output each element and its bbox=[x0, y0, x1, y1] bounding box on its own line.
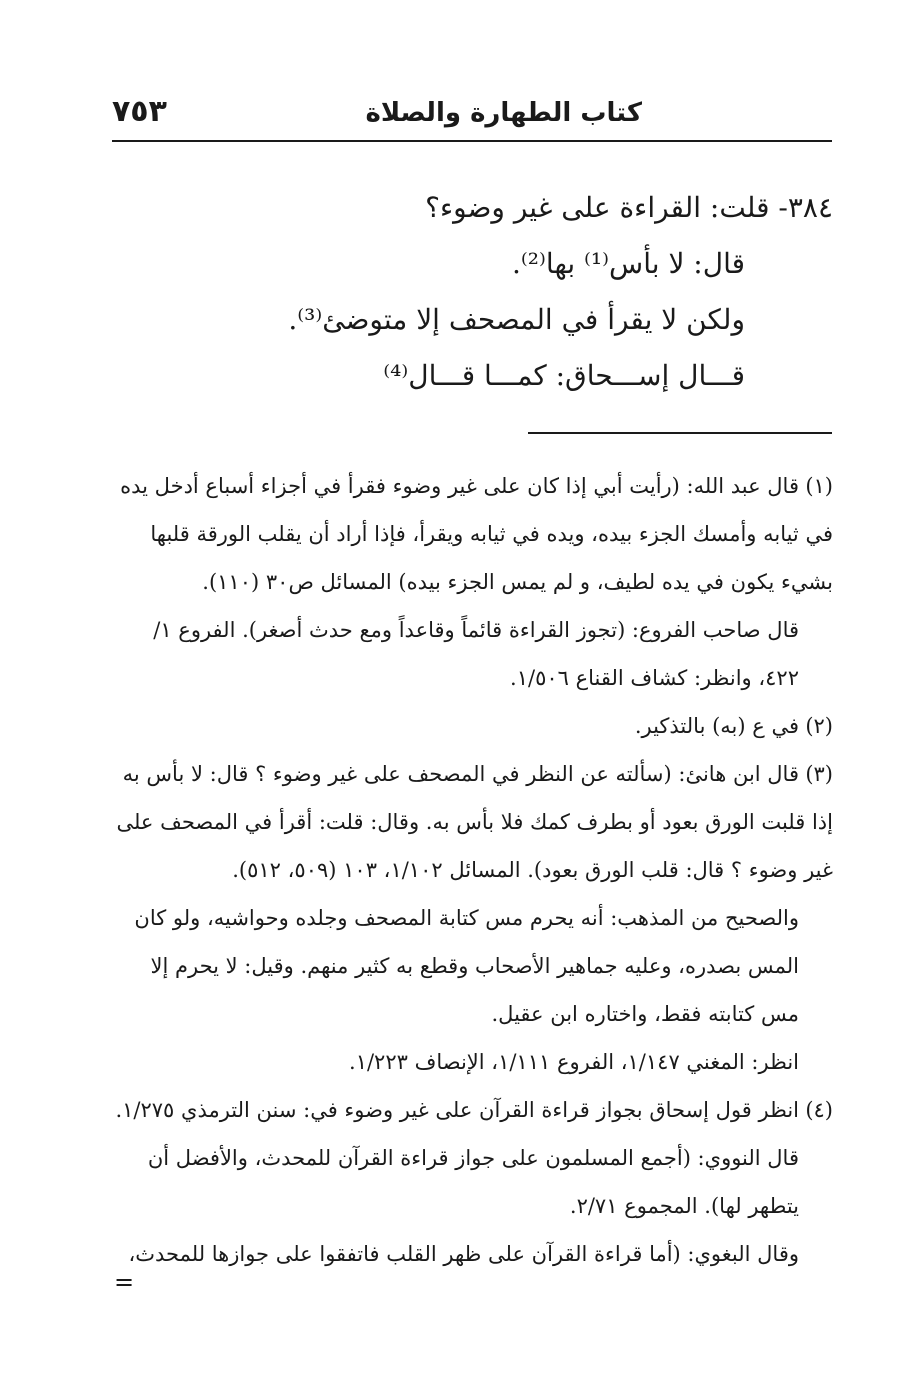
continuation-mark: = bbox=[114, 1268, 135, 1296]
page-number: ٧٥٣ bbox=[112, 94, 167, 129]
footnote-paragraph: قال صاحب الفروع: (تجوز القراءة قائماً وقاعداً ومع حدث أصغر). الفروع ١/ ٤٢٢، وانظر: كشاف القناع ١/٥٠٦. bbox=[153, 618, 799, 690]
footnote-marker: (١) bbox=[805, 474, 833, 498]
book-title: كتاب الطهارة والصلاة bbox=[365, 98, 642, 128]
header-rule bbox=[112, 140, 832, 142]
footnote-paragraph: والصحيح من المذهب: أنه يحرم مس كتابة المصحف وجلده وحواشيه، ولو كان المس بصدره، وعليه جماهير الأصحاب وقطع به كثير منهم. وقيل: لا يحرم إلا مس كتابته فقط، واختاره ابن عقيل. bbox=[134, 906, 799, 1026]
footnote-text: قال ابن هانئ: (سألته عن النظر في المصحف على غير وضوء ؟ قال: لا بأس به إذا قلبت الورق بعود أو بطرف كمك فلا بأس به. وقال: قلت: أقرأ في المصحف على غير وضوء ؟ قال: قلب الورق بعود). المسائل ١/١٠٢، ١٠٣ (٥٠٩، ٥١٢). bbox=[116, 762, 833, 882]
answer-line-1: قال: لا بأس⁽¹⁾ بها⁽²⁾. bbox=[512, 247, 745, 280]
footnote-3 bbox=[113, 750, 833, 1086]
page-header bbox=[112, 92, 832, 136]
footnote-paragraph: قال النووي: (أجمع المسلمون على جواز قراءة القرآن للمحدث، والأفضل أن يتطهر لها). المجموع ٢/٧١. bbox=[147, 1146, 799, 1218]
footnote-separator bbox=[528, 432, 832, 434]
ishaq-line: قـــال إســـحاق: كمـــا قـــال⁽⁴⁾ bbox=[383, 359, 745, 392]
footnote-1 bbox=[113, 462, 833, 702]
question-line: ٣٨٤- قلت: القراءة على غير وضوء؟ bbox=[425, 191, 833, 224]
main-text bbox=[153, 180, 833, 404]
footnote-paragraph: وقال البغوي: (أما قراءة القرآن على ظهر القلب فاتفقوا على جوازها للمحدث، bbox=[128, 1242, 799, 1266]
footnote-marker: (٤) bbox=[805, 1098, 833, 1122]
footnote-2 bbox=[113, 702, 833, 750]
footnote-marker: (٣) bbox=[805, 762, 833, 786]
footnote-text: انظر قول إسحاق بجواز قراءة القرآن على غير وضوء في: سنن الترمذي ١/٢٧٥. bbox=[115, 1098, 799, 1122]
footnote-text: في ع (به) بالتذكير. bbox=[634, 714, 799, 738]
footnotes bbox=[113, 462, 833, 1278]
answer-line-2: ولكن لا يقرأ في المصحف إلا متوضئ⁽³⁾. bbox=[288, 303, 745, 336]
footnote-text: قال عبد الله: (رأيت أبي إذا كان على غير وضوء فقرأ في أجزاء أسباع أدخل يده في ثيابه وأمسك الجزء بيده، ويده في ثيابه ويقرأ، فإذا أراد أن يقلب الورقة قلبها بشيء يكون في يده لطيف، و لم يمس الجزء بيده) المسائل ص٣٠ (١١٠). bbox=[120, 474, 833, 594]
footnote-paragraph: انظر: المغني ١/١٤٧، الفروع ١/١١١، الإنصاف ١/٢٢٣. bbox=[349, 1050, 799, 1074]
footnote-marker: (٢) bbox=[805, 714, 833, 738]
footnote-4 bbox=[113, 1086, 833, 1278]
